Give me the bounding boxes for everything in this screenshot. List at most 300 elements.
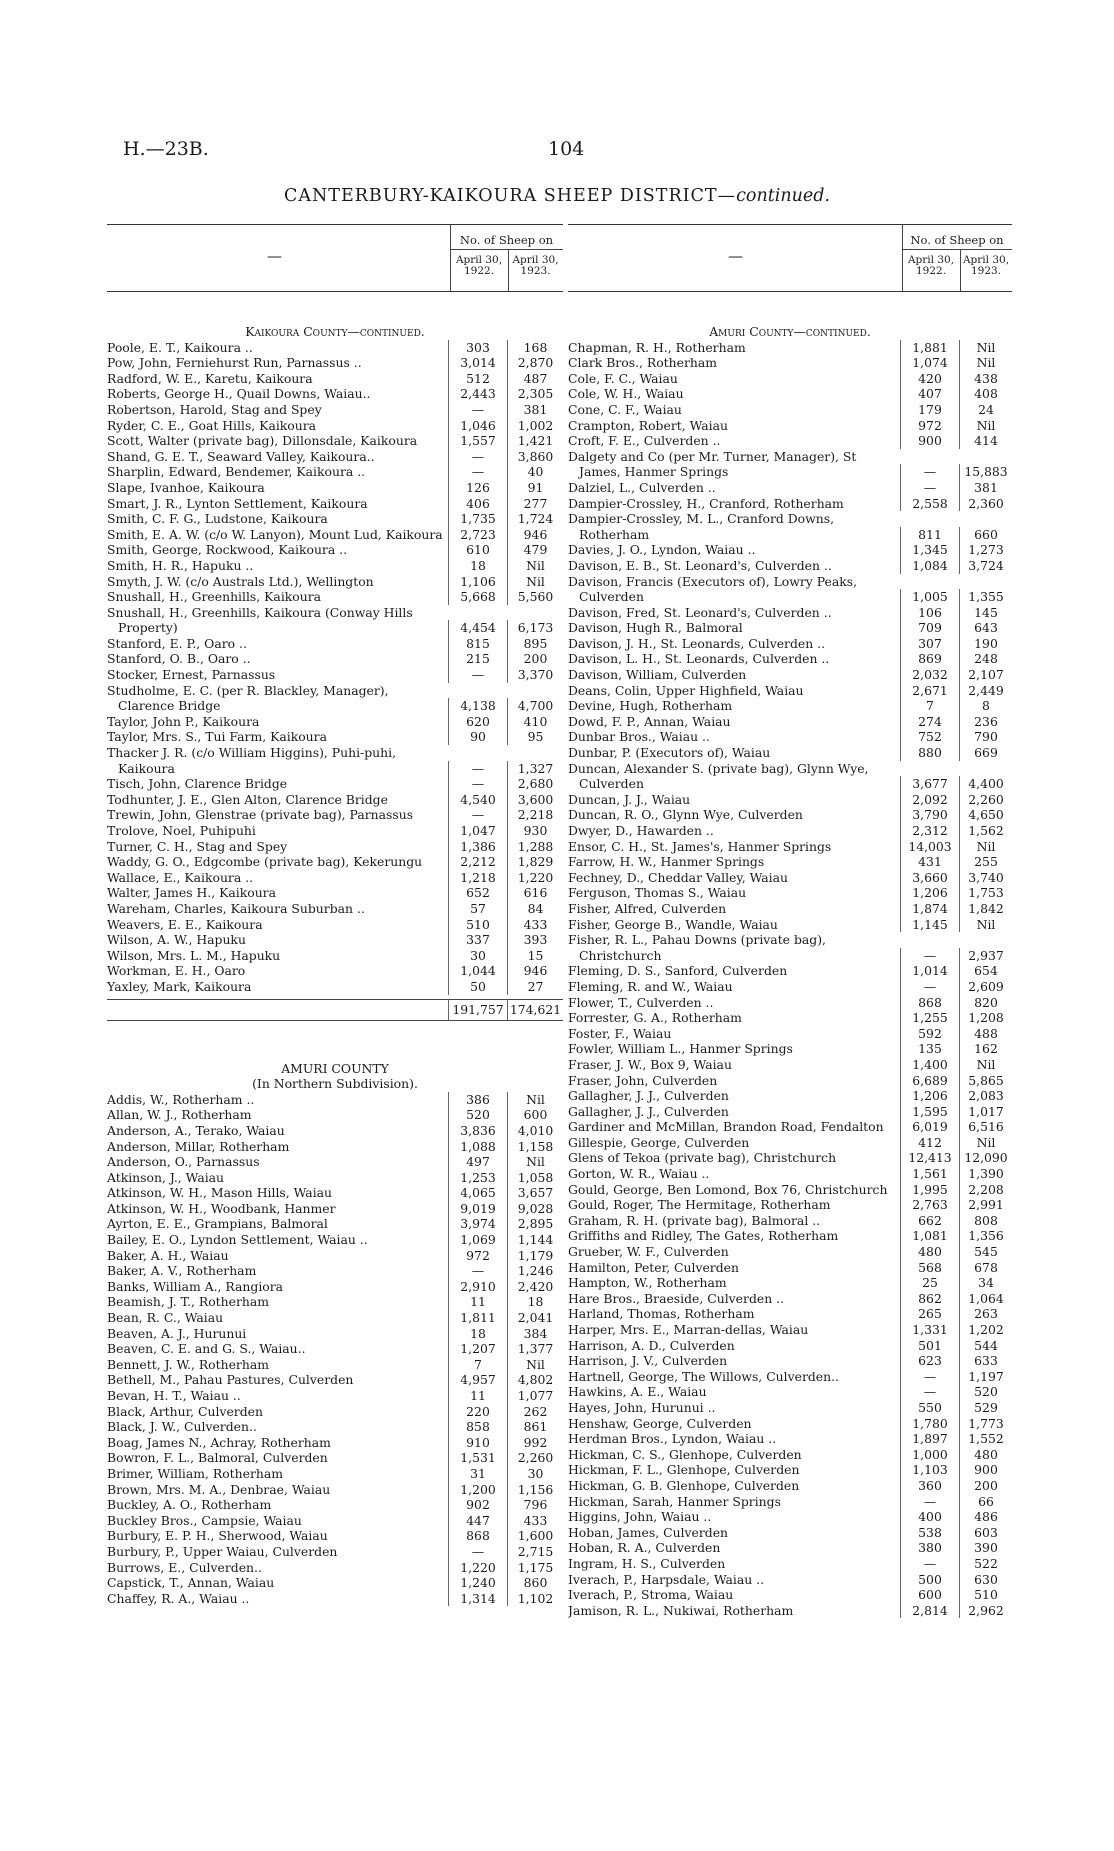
holder-name: Scott, Walter (private bag), Dillonsdale, Kaikoura — [107, 433, 418, 449]
sheep-1922: 1,780 — [900, 1416, 959, 1432]
sheep-1923: 2,609 — [959, 979, 1012, 995]
sheep-1922: 7 — [448, 1357, 507, 1373]
table-row — [568, 1306, 1012, 1322]
holder-name: Atkinson, W. H., Mason Hills, Waiau — [107, 1185, 333, 1201]
holder-name: Stanford, E. P., Oaro .. — [107, 635, 247, 651]
sheep-1923: 3,724 — [959, 558, 1012, 574]
sheep-1923: 15,883 — [959, 464, 1012, 480]
sheep-1922: 858 — [448, 1419, 507, 1435]
holder-name: Cole, W. H., Waiau — [568, 386, 684, 402]
page-number: 104 — [548, 138, 585, 160]
sheep-1922: 3,790 — [900, 807, 959, 823]
table-row — [107, 418, 563, 434]
sheep-1922: 1,106 — [448, 574, 507, 590]
sheep-1922: 5,668 — [448, 589, 507, 605]
no-of-sheep-label: No. of Sheep on — [459, 233, 554, 247]
sheep-1923: 9,028 — [507, 1201, 563, 1217]
sheep-1922: 1,735 — [448, 511, 507, 527]
holder-name: Beaven, A. J., Hurunui — [107, 1325, 247, 1341]
header-dash: — — [728, 247, 743, 265]
table-row — [568, 449, 1012, 480]
sheep-1923: 660 — [959, 527, 1012, 543]
sheep-1923: 438 — [959, 371, 1012, 387]
no-of-sheep-label: No. of Sheep on — [910, 233, 1004, 247]
holder-name: Bennett, J. W., Rotherham — [107, 1356, 269, 1372]
holder-name: Stanford, O. B., Oaro .. — [107, 651, 251, 667]
holder-name: Atkinson, J., Waiau — [107, 1169, 225, 1185]
sheep-1923: Nil — [507, 1092, 563, 1108]
sheep-1923: 895 — [507, 636, 563, 652]
sheep-1923: 236 — [959, 714, 1012, 730]
section-heading: Amuri County—continued. — [709, 324, 871, 339]
sheep-1923: 277 — [507, 496, 563, 512]
sheep-1923: 1,156 — [507, 1482, 563, 1498]
table-row — [107, 1560, 563, 1576]
holder-name: Fisher, R. L., Pahau Downs (private bag), Christchurch — [568, 932, 826, 963]
col-1923-label: April 30, 1923. — [512, 254, 559, 277]
sheep-1923: 616 — [507, 885, 563, 901]
holder-name: Fleming, R. and W., Waiau — [568, 978, 733, 994]
sheep-1923: 1,273 — [959, 542, 1012, 558]
total-1923: 174,621 — [507, 1000, 563, 1020]
holder-name: Harrison, J. V., Culverden — [568, 1353, 728, 1369]
sheep-1923: 1,017 — [959, 1104, 1012, 1120]
table-row — [568, 542, 1012, 558]
holder-name: Banks, William A., Rangiora — [107, 1278, 284, 1294]
right-column — [568, 224, 1012, 1618]
sheep-1922: 1,400 — [900, 1057, 959, 1073]
sheep-1923: 669 — [959, 745, 1012, 761]
holder-name: Devine, Hugh, Rotherham — [568, 698, 733, 714]
holder-name: Hickman, C. S., Glenhope, Culverden — [568, 1446, 802, 1462]
sheep-1923: 1,562 — [959, 823, 1012, 839]
holder-name: Anderson, A., Terako, Waiau — [107, 1122, 285, 1138]
holder-name: Todhunter, J. E., Glen Alton, Clarence Bridge — [107, 791, 388, 807]
sheep-1923: 630 — [959, 1572, 1012, 1588]
sheep-1922: — — [448, 807, 507, 823]
sheep-1922: 1,218 — [448, 870, 507, 886]
table-row — [107, 807, 563, 823]
sheep-1922: — — [448, 1544, 507, 1560]
holder-name: Dunbar, P. (Executors of), Waiau — [568, 745, 771, 761]
sheep-1922: 1,811 — [448, 1310, 507, 1326]
table-row — [568, 917, 1012, 933]
holder-name: Thacker J. R. (c/o William Higgins), Puhi-puhi, Kaikoura — [107, 745, 397, 776]
holder-name: Cone, C. F., Waiau — [568, 401, 682, 417]
sheep-1923: 1,144 — [507, 1232, 563, 1248]
sheep-1922: 880 — [900, 745, 959, 761]
holder-name: Stocker, Ernest, Parnassus — [107, 667, 276, 683]
holder-name: Duncan, Alexander S. (private bag), Glynn Wye, Culverden — [568, 760, 869, 792]
table-row — [568, 1291, 1012, 1307]
holder-name: Walter, James H., Kaikoura — [107, 885, 276, 901]
holder-name: Yaxley, Mark, Kaikoura — [107, 978, 252, 994]
sheep-1923: 200 — [959, 1478, 1012, 1494]
sheep-1923: 3,860 — [507, 449, 563, 465]
total-1922: 191,757 — [448, 1000, 507, 1020]
sheep-1922: 1,897 — [900, 1431, 959, 1447]
holder-name: Higgins, John, Waiau .. — [568, 1509, 712, 1525]
sheep-1923: 1,842 — [959, 901, 1012, 917]
table-row — [568, 1603, 1012, 1619]
table-header — [568, 224, 1012, 292]
table-row — [107, 355, 563, 371]
sheep-1922: 6,689 — [900, 1073, 959, 1089]
holder-name: Burrows, E., Culverden.. — [107, 1559, 262, 1575]
sheep-1922: 1,874 — [900, 901, 959, 917]
holder-name: Hoban, R. A., Culverden — [568, 1540, 721, 1556]
sheep-1923: 18 — [507, 1294, 563, 1310]
sheep-1922: 3,974 — [448, 1216, 507, 1232]
table-row — [107, 1372, 563, 1388]
holder-name: Hickman, G. B. Glenhope, Culverden — [568, 1477, 800, 1493]
table-row — [107, 636, 563, 652]
table-row — [107, 854, 563, 870]
table-row — [107, 839, 563, 855]
table-row — [568, 636, 1012, 652]
table-row — [107, 651, 563, 667]
sheep-1922: 1,145 — [900, 917, 959, 933]
sheep-1922: 520 — [448, 1107, 507, 1123]
table-row — [568, 1556, 1012, 1572]
table-row — [568, 1197, 1012, 1213]
sheep-1922: 1,255 — [900, 1010, 959, 1026]
sheep-1922: 220 — [448, 1404, 507, 1420]
sheep-1923: 486 — [959, 1509, 1012, 1525]
sheep-1922: 501 — [900, 1338, 959, 1354]
sheep-1923: 414 — [959, 433, 1012, 449]
col-1922-label: April 30, 1922. — [907, 254, 955, 277]
holder-name: Davison, L. H., St. Leonards, Culverden .. — [568, 651, 830, 667]
table-row — [107, 667, 563, 683]
table-row — [568, 620, 1012, 636]
sheep-1922: 380 — [900, 1540, 959, 1556]
holder-name: Pow, John, Ferniehurst Run, Parnassus .. — [107, 355, 362, 371]
table-row — [568, 433, 1012, 449]
holder-name: Buckley Bros., Campsie, Waiau — [107, 1512, 302, 1528]
holder-name: Crampton, Robert, Waiau — [568, 417, 728, 433]
table-row — [107, 1388, 563, 1404]
holder-name: Capstick, T., Annan, Waiau — [107, 1575, 275, 1591]
holder-name: Iverach, P., Stroma, Waiau — [568, 1587, 734, 1603]
table-row — [568, 1525, 1012, 1541]
sheep-1923: 248 — [959, 651, 1012, 667]
sheep-1922: 1,595 — [900, 1104, 959, 1120]
sheep-1923: 3,600 — [507, 792, 563, 808]
holder-name: Hampton, W., Rotherham — [568, 1275, 727, 1291]
sheep-1923: 3,370 — [507, 667, 563, 683]
table-row — [568, 870, 1012, 886]
sheep-1922: 420 — [900, 371, 959, 387]
table-row — [568, 1010, 1012, 1026]
sheep-1923: 510 — [959, 1587, 1012, 1603]
sheep-1923: 4,010 — [507, 1123, 563, 1139]
sheep-1923: 408 — [959, 386, 1012, 402]
sheep-1922: — — [900, 948, 959, 964]
holder-name: Gallagher, J. J., Culverden — [568, 1088, 729, 1104]
sheep-1923: 2,107 — [959, 667, 1012, 683]
sheep-1923: 946 — [507, 963, 563, 979]
sheep-1922: 752 — [900, 729, 959, 745]
holder-name: Croft, F. E., Culverden .. — [568, 433, 721, 449]
table-row — [568, 1384, 1012, 1400]
holder-name: Weavers, E. E., Kaikoura — [107, 916, 263, 932]
table-row — [568, 496, 1012, 512]
table-row — [107, 1544, 563, 1560]
sheep-1922: 1,531 — [448, 1450, 507, 1466]
header-divider — [450, 225, 451, 291]
table-row — [107, 1092, 563, 1108]
holder-name: Herdman Bros., Lyndon, Waiau .. — [568, 1431, 777, 1447]
sheep-1922: 1,014 — [900, 963, 959, 979]
holder-name: Jamison, R. L., Nukiwai, Rotherham — [568, 1602, 794, 1618]
holder-name: Hayes, John, Hurunui .. — [568, 1399, 716, 1415]
sheep-1922: 90 — [448, 729, 507, 745]
sheep-1923: 1,355 — [959, 589, 1012, 605]
sheep-1922: — — [900, 1494, 959, 1510]
table-row — [568, 1182, 1012, 1198]
total-row — [107, 999, 563, 1021]
table-row — [107, 1310, 563, 1326]
sheep-1922: 868 — [900, 995, 959, 1011]
sheep-1922: — — [448, 464, 507, 480]
sheep-1923: 1,208 — [959, 1010, 1012, 1026]
sheep-1922: 3,014 — [448, 355, 507, 371]
table-row — [568, 792, 1012, 808]
sheep-1923: 1,377 — [507, 1341, 563, 1357]
table-row — [568, 1338, 1012, 1354]
table-row — [568, 1572, 1012, 1588]
holder-name: Harland, Thomas, Rotherham — [568, 1306, 755, 1322]
table-row — [568, 1431, 1012, 1447]
sheep-1923: 145 — [959, 605, 1012, 621]
sheep-1922: 568 — [900, 1260, 959, 1276]
holder-name: Davies, J. O., Lyndon, Waiau .. — [568, 542, 756, 558]
sheep-1922: 2,910 — [448, 1279, 507, 1295]
sheep-1923: 4,650 — [959, 807, 1012, 823]
sheep-1923: 4,400 — [959, 776, 1012, 792]
sheep-1922: 4,957 — [448, 1372, 507, 1388]
sheep-1922: 4,454 — [448, 620, 507, 636]
holder-name: Hawkins, A. E., Waiau — [568, 1384, 707, 1400]
table-row — [568, 839, 1012, 855]
sheep-1922: 11 — [448, 1294, 507, 1310]
table-row — [107, 776, 563, 792]
sheep-1923: 1,102 — [507, 1591, 563, 1607]
sheep-1923: 34 — [959, 1275, 1012, 1291]
table-row — [568, 714, 1012, 730]
sheep-1923: 1,220 — [507, 870, 563, 886]
sheep-1922: 3,677 — [900, 776, 959, 792]
sheep-1923: 84 — [507, 901, 563, 917]
sheep-1923: 5,865 — [959, 1073, 1012, 1089]
sheep-1923: 900 — [959, 1462, 1012, 1478]
sheep-1922: 620 — [448, 714, 507, 730]
sheep-1923: 796 — [507, 1497, 563, 1513]
sheep-1923: 1,724 — [507, 511, 563, 527]
table-row — [107, 1482, 563, 1498]
holder-name: Clark Bros., Rotherham — [568, 355, 717, 371]
sheep-1922: 2,558 — [900, 496, 959, 512]
table-row — [568, 1369, 1012, 1385]
sheep-1923: 2,260 — [507, 1450, 563, 1466]
sheep-1923: 2,937 — [959, 948, 1012, 964]
table-row — [107, 917, 563, 933]
sheep-1923: 24 — [959, 402, 1012, 418]
sheep-1922: 1,386 — [448, 839, 507, 855]
sheep-1922: 4,138 — [448, 698, 507, 714]
sheep-1922: 25 — [900, 1275, 959, 1291]
holder-name: Davison, Francis (Executors of), Lowry Peaks, Culverden — [568, 573, 858, 605]
holder-name: Bevan, H. T., Waiau .. — [107, 1388, 241, 1403]
sheep-1922: 862 — [900, 1291, 959, 1307]
table-row — [107, 870, 563, 886]
table-row — [568, 1104, 1012, 1120]
sheep-1923: 2,218 — [507, 807, 563, 823]
sheep-1922: 6,019 — [900, 1119, 959, 1135]
sheep-1922: — — [900, 1384, 959, 1400]
table-row — [568, 854, 1012, 870]
holder-name: Brown, Mrs. M. A., Denbrae, Waiau — [107, 1481, 331, 1497]
sheep-1922: 126 — [448, 480, 507, 496]
holder-name: Addis, W., Rotherham .. — [107, 1091, 255, 1107]
holder-name: Fraser, John, Culverden — [568, 1072, 718, 1088]
sheep-1923: 95 — [507, 729, 563, 745]
sheep-1922: 610 — [448, 542, 507, 558]
sheep-1922: 1,345 — [900, 542, 959, 558]
holder-name: Taylor, Mrs. S., Tui Farm, Kaikoura — [107, 729, 327, 745]
sheep-1923: 522 — [959, 1556, 1012, 1572]
sheep-1922: 2,212 — [448, 854, 507, 870]
sheep-1922: 337 — [448, 932, 507, 948]
table-row — [107, 449, 563, 465]
holder-name: Smith, C. F. G., Ludstone, Kaikoura — [107, 511, 328, 527]
table-row — [568, 1494, 1012, 1510]
sheep-1923: 808 — [959, 1213, 1012, 1229]
holder-name: Black, J. W., Culverden.. — [107, 1419, 257, 1435]
table-row — [107, 1279, 563, 1295]
holder-name: Snushall, H., Greenhills, Kaikoura — [107, 589, 322, 605]
table-row — [107, 558, 563, 574]
sheep-1922: 2,763 — [900, 1197, 959, 1213]
sheep-1922: 1,084 — [900, 558, 959, 574]
sheep-1923: 1,753 — [959, 885, 1012, 901]
holder-name: Wilson, Mrs. L. M., Hapuku — [107, 947, 281, 963]
table-row — [568, 885, 1012, 901]
holder-name: Waddy, G. O., Edgcombe (private bag), Kekerungu — [107, 854, 423, 870]
sheep-1923: 2,991 — [959, 1197, 1012, 1213]
sheep-1923: Nil — [507, 1357, 563, 1373]
table-row — [107, 714, 563, 730]
holder-name: Atkinson, W. H., Woodbank, Hanmer — [107, 1200, 336, 1216]
table-row — [107, 340, 563, 356]
table-row — [568, 979, 1012, 995]
holder-name: Taylor, John P., Kaikoura — [107, 713, 260, 729]
sheep-1923: 643 — [959, 620, 1012, 636]
sheep-1923: 1,829 — [507, 854, 563, 870]
sheep-1922: 1,881 — [900, 340, 959, 356]
table-row — [568, 1353, 1012, 1369]
amuri-rows — [568, 340, 1012, 1619]
holder-name: Wallace, E., Kaikoura .. — [107, 869, 254, 885]
sheep-1923: 91 — [507, 480, 563, 496]
holder-name: Fechney, D., Cheddar Valley, Waiau — [568, 869, 788, 885]
sheep-1922: 1,995 — [900, 1182, 959, 1198]
sheep-1922: 1,240 — [448, 1575, 507, 1591]
sheep-1923: 1,600 — [507, 1528, 563, 1544]
table-row — [107, 901, 563, 917]
sheep-1922: 179 — [900, 402, 959, 418]
table-row — [107, 371, 563, 387]
sheep-1923: 433 — [507, 1513, 563, 1529]
sheep-1923: 2,715 — [507, 1544, 563, 1560]
holder-name: Fowler, William L., Hanmer Springs — [568, 1041, 793, 1057]
holder-name: Fisher, Alfred, Culverden — [568, 900, 727, 916]
sheep-1922: — — [900, 480, 959, 496]
sheep-1922: 7 — [900, 698, 959, 714]
holder-name: Graham, R. H. (private bag), Balmoral .. — [568, 1212, 821, 1228]
sheep-1922: 3,836 — [448, 1123, 507, 1139]
sheep-1923: Nil — [959, 340, 1012, 356]
sheep-1923: 1,158 — [507, 1139, 563, 1155]
sheep-1923: 1,058 — [507, 1170, 563, 1186]
sheep-1922: 360 — [900, 1478, 959, 1494]
table-row — [107, 979, 563, 995]
sheep-1922: 274 — [900, 714, 959, 730]
holder-name: Gould, Roger, The Hermitage, Rotherham — [568, 1197, 831, 1213]
sheep-1922: 972 — [900, 418, 959, 434]
sheep-1923: 4,802 — [507, 1372, 563, 1388]
sheep-1922: 9,019 — [448, 1201, 507, 1217]
holder-name: Hickman, F. L., Glenhope, Culverden — [568, 1462, 800, 1478]
sheep-1923: 200 — [507, 651, 563, 667]
sheep-1922: 972 — [448, 1248, 507, 1264]
header-divider — [508, 249, 509, 291]
sheep-1923: 1,552 — [959, 1431, 1012, 1447]
holder-name: Duncan, R. O., Glynn Wye, Culverden — [568, 807, 803, 823]
sheep-1923: 860 — [507, 1575, 563, 1591]
sheep-1923: 4,700 — [507, 698, 563, 714]
sheep-1923: 820 — [959, 995, 1012, 1011]
table-row — [107, 1513, 563, 1529]
sheep-1923: 654 — [959, 963, 1012, 979]
holder-name: Slape, Ivanhoe, Kaikoura — [107, 479, 265, 495]
page-title — [0, 186, 1114, 206]
holder-name: Fisher, George B., Wandle, Waiau — [568, 916, 778, 932]
sheep-1922: 2,312 — [900, 823, 959, 839]
sheep-1922: 1,005 — [900, 589, 959, 605]
kaikoura-rows — [107, 340, 563, 995]
table-row — [107, 1497, 563, 1513]
sheep-1923: 529 — [959, 1400, 1012, 1416]
sheep-1923: 390 — [959, 1540, 1012, 1556]
sheep-1922: 910 — [448, 1435, 507, 1451]
table-row — [568, 729, 1012, 745]
holder-name: Hickman, Sarah, Hanmer Springs — [568, 1493, 781, 1509]
table-row — [107, 402, 563, 418]
table-row — [568, 1073, 1012, 1089]
holder-name: Ayrton, E. E., Grampians, Balmoral — [107, 1216, 328, 1232]
sheep-1922: 2,671 — [900, 683, 959, 699]
sheep-1922: 815 — [448, 636, 507, 652]
sheep-1923: 2,420 — [507, 1279, 563, 1295]
holder-name: Trolove, Noel, Puhipuhi — [107, 823, 256, 838]
sheep-1922: 400 — [900, 1509, 959, 1525]
table-row — [107, 1435, 563, 1451]
sheep-1922: 900 — [900, 433, 959, 449]
holder-name: Davison, William, Culverden — [568, 667, 747, 683]
table-row — [568, 1275, 1012, 1291]
